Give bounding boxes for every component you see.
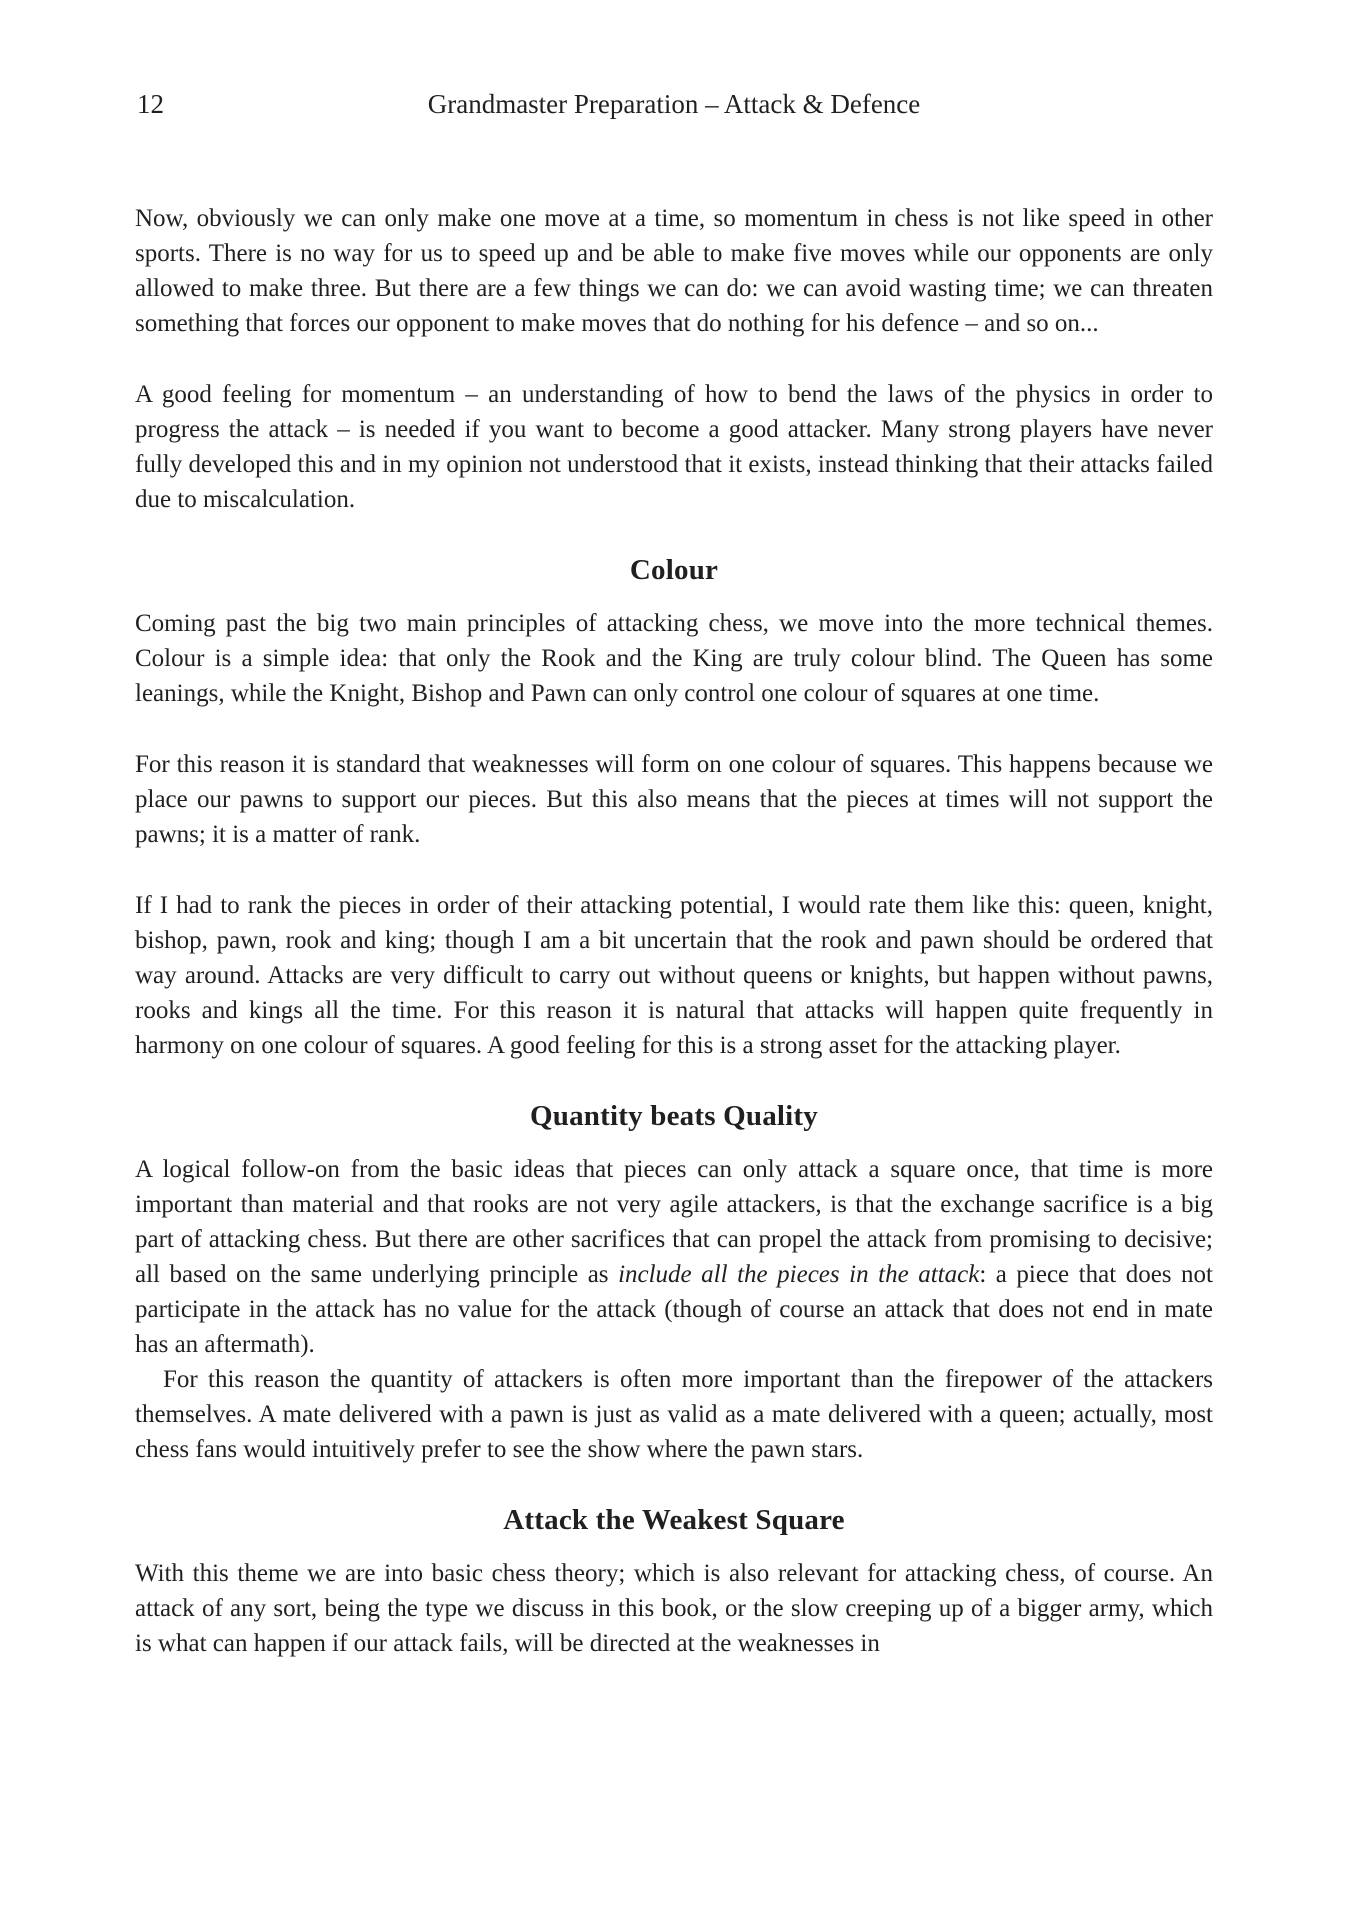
paragraph-quantity-italic-phrase: include all the pieces in the attack — [618, 1261, 980, 1288]
paragraph-quantity-follow-on — [135, 1152, 1213, 1362]
paragraph-momentum-feeling: A good feeling for momentum – an understanding of how to bend the laws of the physics in order to progress the attack – is needed if you want to become a good attacker. Many strong players have never fully developed this and in my opinion not understood that it exists, instead thinking that their attacks failed due to miscalculation. — [135, 381, 1213, 513]
paragraph-weakest-square-theory: With this theme we are into basic chess theory; which is also relevant for attacking chess, of course. An attack of any sort, being the type we discuss in this book, or the slow creeping up of a bigger army, which is what can happen if our attack fails, will be directed at the weaknesses in — [135, 1560, 1213, 1657]
page-header — [135, 88, 1213, 121]
section-heading-attack-weakest-square: Attack the Weakest Square — [503, 1504, 845, 1536]
paragraph-momentum-one-move: Now, obviously we can only make one move at a time, so momentum in chess is not like speed in other sports. There is no way for us to speed up and be able to make five moves while our opponents are only allowed to make three. But there are a few things we can do: we can avoid wasting time; we can threaten something that forces our opponent to make moves that do nothing for his defence – and so on... — [135, 205, 1213, 337]
section-heading-colour: Colour — [629, 554, 719, 586]
paragraph-colour-piece-ranking: If I had to rank the pieces in order of their attacking potential, I would rate them like this: queen, knight, bishop, pawn, rook and king; though I am a bit uncertain that the rook and pawn should be ordered that way around. Attacks are very difficult to carry out without queens or knights, but happen without pawns, rooks and kings all the time. For this reason it is natural that attacks will happen quite frequently in harmony on one colour of squares. A good feeling for this is a strong asset for the attacking player. — [135, 892, 1213, 1059]
page-number: 12 — [137, 89, 164, 119]
page-body — [135, 201, 1213, 1661]
running-title: Grandmaster Preparation – Attack & Defence — [427, 89, 921, 119]
paragraph-quantity-text-before: A logical follow-on from the basic ideas that pieces can only attack a square once, that time is more important than material and that rooks are not very agile attackers, is that the exchange sacrifice is a big part of attacking chess. But there are other sacrifices that can propel the attack from promising to decisive; all based on the same underlying principle as — [135, 1156, 1213, 1288]
paragraph-colour-weaknesses: For this reason it is standard that weaknesses will form on one colour of squares. This happens because we place our pawns to support our pieces. But this also means that the pieces at times will not support the pawns; it is a matter of rank. — [135, 751, 1213, 848]
paragraph-quantity-firepower: For this reason the quantity of attackers is often more important than the firepower of the attackers themselves. A mate delivered with a pawn is just as valid as a mate delivered with a queen; actually, most chess fans would intuitively prefer to see the show where the pawn stars. — [135, 1366, 1213, 1463]
paragraph-quantity-text-after: : a piece that does not participate in the attack has no value for the attack (though of course an attack that does not end in mate has an aftermath). — [135, 1261, 1213, 1358]
paragraph-colour-principles: Coming past the big two main principles of attacking chess, we move into the more technical themes. Colour is a simple idea: that only the Rook and the King are truly colour blind. The Queen has some leanings, while the Knight, Bishop and Pawn can only control one colour of squares at one time. — [135, 610, 1213, 707]
section-heading-quantity-beats-quality: Quantity beats Quality — [530, 1100, 818, 1132]
